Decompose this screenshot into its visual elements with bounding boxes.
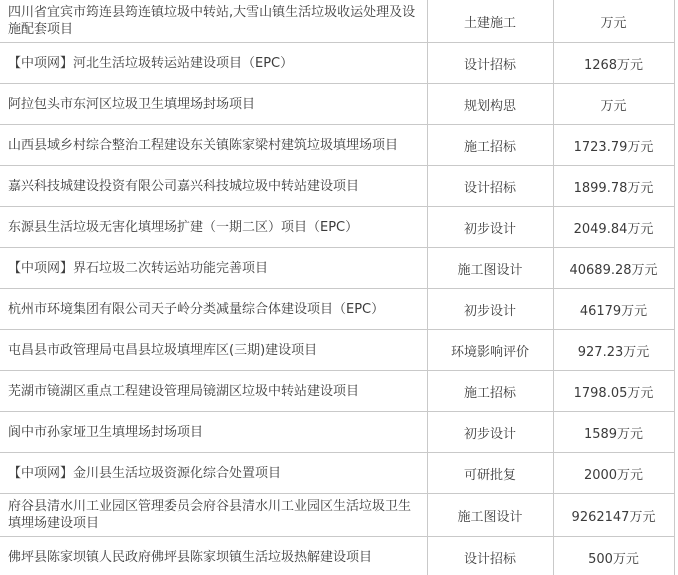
project-name-cell[interactable]: 嘉兴科技城建设投资有限公司嘉兴科技城垃圾中转站建设项目: [0, 166, 427, 207]
table-row[interactable]: [0, 84, 674, 125]
project-name-cell[interactable]: 芜湖市镜湖区重点工程建设管理局镜湖区垃圾中转站建设项目: [0, 371, 427, 412]
table-row[interactable]: [0, 371, 674, 412]
project-stage-cell: 施工图设计: [427, 494, 553, 537]
project-name-cell[interactable]: 佛坪县陈家坝镇人民政府佛坪县陈家坝镇生活垃圾热解建设项目: [0, 537, 427, 575]
project-stage-cell: 规划构思: [427, 84, 553, 125]
project-stage-cell: 初步设计: [427, 412, 553, 453]
project-amount-cell: 1268万元: [553, 43, 674, 84]
project-name-cell[interactable]: 屯昌县市政管理局屯昌县垃圾填埋库区(三期)建设项目: [0, 330, 427, 371]
project-stage-cell: 初步设计: [427, 289, 553, 330]
table-row[interactable]: [0, 166, 674, 207]
table-row[interactable]: [0, 0, 674, 43]
project-amount-cell: 500万元: [553, 537, 674, 575]
project-name-cell[interactable]: 【中项网】金川县生活垃圾资源化综合处置项目: [0, 453, 427, 494]
project-amount-cell: 万元: [553, 84, 674, 125]
project-amount-cell: 2049.84万元: [553, 207, 674, 248]
project-amount-cell: 40689.28万元: [553, 248, 674, 289]
table-row[interactable]: [0, 207, 674, 248]
table-row[interactable]: [0, 453, 674, 494]
project-stage-cell: 环境影响评价: [427, 330, 553, 371]
project-stage-cell: 初步设计: [427, 207, 553, 248]
table-row[interactable]: [0, 43, 674, 84]
project-amount-cell: 2000万元: [553, 453, 674, 494]
table-row[interactable]: [0, 289, 674, 330]
table-row[interactable]: [0, 494, 674, 537]
project-amount-cell: 46179万元: [553, 289, 674, 330]
project-amount-cell: 9262147万元: [553, 494, 674, 537]
project-amount-cell: 1899.78万元: [553, 166, 674, 207]
project-stage-cell: 施工图设计: [427, 248, 553, 289]
table-row[interactable]: [0, 412, 674, 453]
project-name-cell[interactable]: 【中项网】界石垃圾二次转运站功能完善项目: [0, 248, 427, 289]
table-row[interactable]: [0, 537, 674, 575]
project-stage-cell: 设计招标: [427, 43, 553, 84]
project-amount-cell: 927.23万元: [553, 330, 674, 371]
project-name-cell[interactable]: 东源县生活垃圾无害化填埋场扩建（一期二区）项目（EPC）: [0, 207, 427, 248]
project-name-cell[interactable]: 【中项网】河北生活垃圾转运站建设项目（EPC）: [0, 43, 427, 84]
project-name-cell[interactable]: 府谷县清水川工业园区管理委员会府谷县清水川工业园区生活垃圾卫生填埋场建设项目: [0, 494, 427, 537]
table-row[interactable]: [0, 125, 674, 166]
table-row[interactable]: [0, 330, 674, 371]
project-stage-cell: 设计招标: [427, 537, 553, 575]
project-stage-cell: 可研批复: [427, 453, 553, 494]
project-amount-cell: 1723.79万元: [553, 125, 674, 166]
project-amount-cell: 1798.05万元: [553, 371, 674, 412]
project-amount-cell: 1589万元: [553, 412, 674, 453]
project-name-cell[interactable]: 四川省宜宾市筠连县筠连镇垃圾中转站,大雪山镇生活垃圾收运处理及设施配套项目: [0, 0, 427, 43]
project-name-cell[interactable]: 杭州市环境集团有限公司天子岭分类减量综合体建设项目（EPC）: [0, 289, 427, 330]
project-stage-cell: 施工招标: [427, 371, 553, 412]
project-amount-cell: 万元: [553, 0, 674, 43]
project-stage-cell: 土建施工: [427, 0, 553, 43]
project-stage-cell: 设计招标: [427, 166, 553, 207]
project-stage-cell: 施工招标: [427, 125, 553, 166]
table-row[interactable]: [0, 248, 674, 289]
project-name-cell[interactable]: 山西县域乡村综合整治工程建设东关镇陈家梁村建筑垃圾填埋场项目: [0, 125, 427, 166]
project-name-cell[interactable]: 阆中市孙家垭卫生填埋场封场项目: [0, 412, 427, 453]
project-name-cell[interactable]: 阿拉包头市东河区垃圾卫生填埋场封场项目: [0, 84, 427, 125]
